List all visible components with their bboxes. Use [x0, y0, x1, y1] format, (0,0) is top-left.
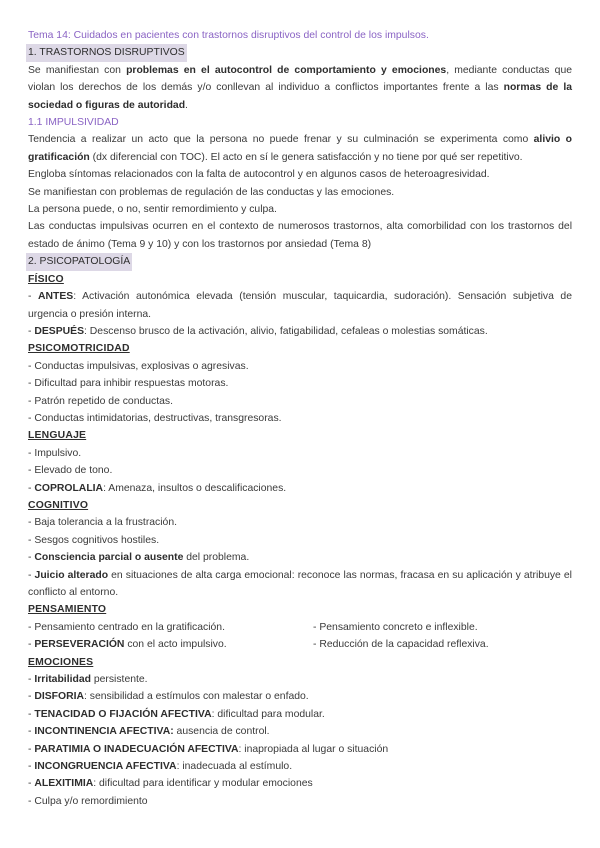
emociones-heading: EMOCIONES	[28, 656, 94, 668]
lenguaje-heading: LENGUAJE	[28, 430, 87, 442]
list-item: - TENACIDAD O FIJACIÓN AFECTIVA: dificultad para modular.	[28, 708, 325, 720]
list-item: - INCONGRUENCIA AFECTIVA: inadecuada al estímulo.	[28, 761, 293, 773]
list-item: - Conductas intimidatorias, destructivas, transgresoras.	[28, 412, 282, 424]
list-item: - ANTES: Activación autonómica elevada (tensión muscular, taquicardia, sudoración). Sensación subjetiva de urgencia o presión interna.	[28, 291, 572, 320]
impulsividad-paragraph: Engloba síntomas relacionados con la falta de autocontrol y en algunos casos de heteroagresividad.	[28, 169, 490, 181]
list-item: - DESPUÉS: Descenso brusco de la activación, alivio, fatigabilidad, cefaleas o molestias somáticas.	[28, 325, 488, 337]
list-item: - Pensamiento concreto e inflexible.	[313, 621, 478, 633]
list-item: - Consciencia parcial o ausente del problema.	[28, 552, 250, 564]
list-item: - Dificultad para inhibir respuestas motoras.	[28, 378, 229, 390]
document-title: Tema 14: Cuidados en pacientes con trastornos disruptivos del control de los impulsos.	[28, 30, 429, 41]
impulsividad-definition: Tendencia a realizar un acto que la persona no puede frenar y su culminación se experimenta como alivio o gratificación (dx diferencial con TOC). El acto en sí le genera satisfacción y no tiene por qué ser repetitivo.	[28, 134, 572, 163]
list-item: - PARATIMIA O INADECUACIÓN AFECTIVA: inapropiada al lugar o situación	[28, 743, 389, 755]
list-item: - COPROLALIA: Amenaza, insultos o descalificaciones.	[28, 482, 287, 494]
list-item: - DISFORIA: sensibilidad a estímulos con malestar o enfado.	[28, 691, 309, 703]
list-item: - Patrón repetido de conductas.	[28, 395, 173, 407]
pensamiento-heading: PENSAMIENTO	[28, 604, 107, 616]
section-1-intro: Se manifiestan con problemas en el autocontrol de comportamiento y emociones, mediante conductas que violan los derechos de los demás y/o conllevan al individuo a conflictos importantes frente a las normas de la sociedad o figuras de autoridad.	[28, 64, 572, 111]
section-2-heading: 2. PSICOPATOLOGÍA	[26, 253, 132, 270]
cognitivo-heading: COGNITIVO	[28, 499, 89, 511]
list-item: - Culpa y/o remordimiento	[28, 795, 148, 807]
psicomotricidad-heading: PSICOMOTRICIDAD	[28, 343, 130, 355]
list-item: - Juicio alterado en situaciones de alta carga emocional: reconoce las normas, fracasa en su aplicación y atribuye el conflicto al entorno.	[28, 569, 572, 598]
impulsividad-paragraph: La persona puede, o no, sentir remordimiento y culpa.	[28, 204, 277, 216]
list-item: - Elevado de tono.	[28, 465, 113, 477]
list-item: - ALEXITIMIA: dificultad para identificar y modular emociones	[28, 778, 313, 790]
list-item: - PERSEVERACIÓN con el acto impulsivo.	[28, 639, 227, 651]
subsection-impulsividad-heading: 1.1 IMPULSIVIDAD	[28, 117, 119, 129]
document-page	[28, 27, 572, 810]
pensamiento-row	[28, 636, 572, 653]
impulsividad-paragraph: Se manifiestan con problemas de regulación de las conductas y las emociones.	[28, 186, 395, 198]
list-item: - Impulsivo.	[28, 447, 82, 459]
fisico-heading: FÍSICO	[28, 273, 64, 285]
impulsividad-paragraph: Las conductas impulsivas ocurren en el contexto de numerosos trastornos, alta comorbilidad con los trastornos del estado de ánimo (Tema 9 y 10) y con los trastornos por ansiedad (Tema 8)	[28, 221, 572, 250]
section-1-heading: 1. TRASTORNOS DISRUPTIVOS	[26, 44, 187, 61]
list-item: - Conductas impulsivas, explosivas o agresivas.	[28, 360, 249, 372]
list-item: - Reducción de la capacidad reflexiva.	[313, 639, 489, 651]
list-item: - Baja tolerancia a la frustración.	[28, 517, 178, 529]
list-item: - INCONTINENCIA AFECTIVA: ausencia de control.	[28, 726, 270, 738]
list-item: - Sesgos cognitivos hostiles.	[28, 534, 160, 546]
list-item: - Pensamiento centrado en la gratificación.	[28, 621, 225, 633]
pensamiento-row	[28, 619, 572, 636]
list-item: - Irritabilidad persistente.	[28, 674, 148, 686]
